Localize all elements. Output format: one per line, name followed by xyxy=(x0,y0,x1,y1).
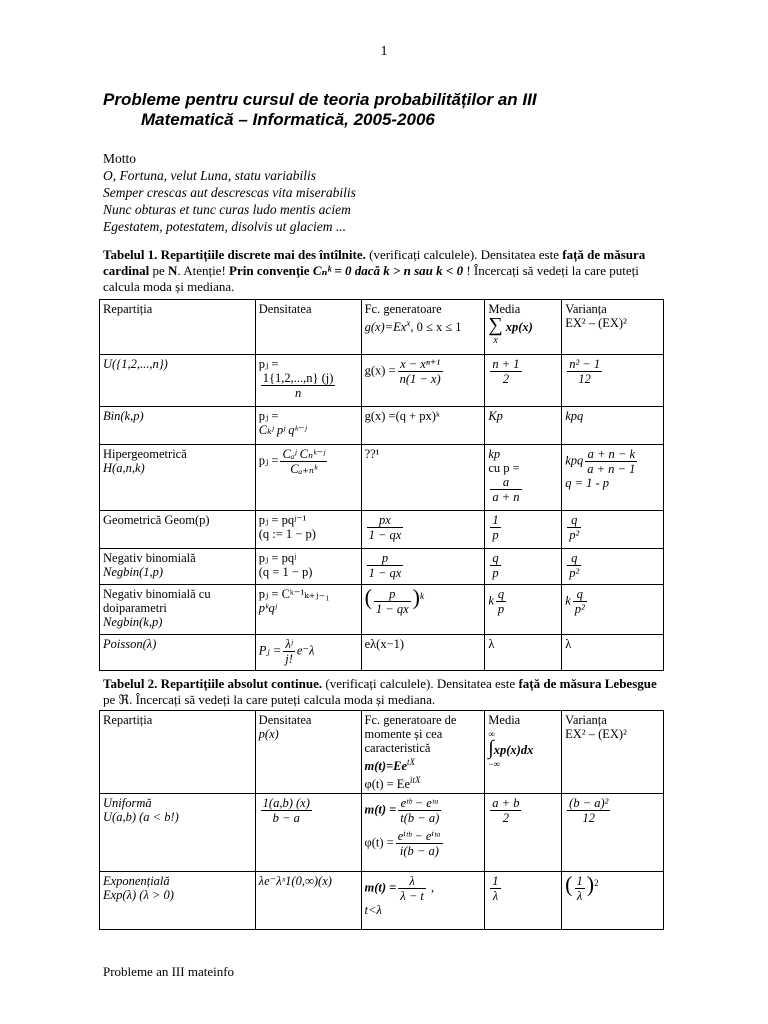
frac-den: p xyxy=(492,528,499,542)
integral-symbol: ∫ xyxy=(488,737,494,759)
frac-num: (b − a)² xyxy=(569,796,609,811)
frac-num: n + 1 xyxy=(492,357,520,371)
dist-name: U({1,2,...,n}) xyxy=(100,355,256,407)
frac-den: 1 − qx xyxy=(368,566,402,580)
cell-text: Pⱼ = xyxy=(258,643,282,658)
motto-line: O, Fortuna, velut Luna, statu variabilis xyxy=(103,168,317,183)
caption-bold: N xyxy=(168,263,178,278)
gen-cell: ( $\frac{p}{1 - qx}$ )$^k$ xyxy=(361,585,485,635)
cell-text: φ(t) = xyxy=(364,835,394,850)
integral-limit: ∞ xyxy=(488,729,495,739)
page-footer: Probleme an III mateinfo xyxy=(103,964,235,979)
mean-cell xyxy=(485,445,562,511)
caption-text: ! Încercați să vedeți la care puteți calcula moda și mediana. xyxy=(103,263,639,294)
frac-num: 1{1,2,...,n} (j) xyxy=(262,371,334,385)
mean-cell: Kp xyxy=(485,407,562,445)
density-cell xyxy=(255,635,361,671)
table-row xyxy=(100,549,664,585)
cell-text: kpq xyxy=(565,453,584,468)
motto-line: Egestatem, potestatem, disolvis ut glaciem ... xyxy=(103,219,346,234)
frac-num: n² − 1 xyxy=(569,357,601,371)
header-cell: Densitatea xyxy=(255,300,361,355)
frac-num: a xyxy=(502,475,510,489)
gen-cell xyxy=(361,549,485,585)
dist-name-cell xyxy=(100,872,256,930)
cell-formula: pⱼ = pqʲ⁻¹ xyxy=(258,513,307,527)
density-cell xyxy=(255,794,361,872)
header-cell xyxy=(485,711,562,794)
header-label: Fc. generatoare xyxy=(364,302,442,316)
frac-den: a + n − 1 xyxy=(587,462,636,476)
frac-num: 1 xyxy=(492,513,499,527)
mean-cell xyxy=(485,511,562,549)
frac-den: λ − t xyxy=(400,889,424,904)
gen-cell: eλ(x−1) xyxy=(361,635,485,671)
frac-num: 1 xyxy=(576,874,583,889)
table-header-row xyxy=(100,300,664,355)
frac-num: a + n − k xyxy=(587,447,636,461)
table-row xyxy=(100,585,664,635)
frac-den: p² xyxy=(569,566,580,580)
mean-cell xyxy=(485,355,562,407)
frac-den: 2 xyxy=(490,371,521,386)
frac-den: n xyxy=(261,385,336,400)
exponent: k xyxy=(419,591,424,602)
title-line-2: Matematică – Informatică, 2005-2006 xyxy=(141,110,435,129)
variance-cell xyxy=(562,511,664,549)
caption-bold: Prin convenție xyxy=(229,263,310,278)
frac-num: px xyxy=(379,513,391,527)
header-cell xyxy=(485,300,562,355)
cell-text: cu p = xyxy=(488,461,520,475)
dist-notation: Negbin(k,p) xyxy=(103,615,163,629)
density-cell xyxy=(255,355,361,407)
variance-cell xyxy=(562,355,664,407)
frac-den: p² xyxy=(569,528,580,542)
frac-num: eᵗᵇ − eᵗᵃ xyxy=(400,796,439,811)
gen-cell: ??¹ xyxy=(361,445,485,511)
frac-num: p xyxy=(389,587,396,601)
caption-bold: față de măsura Lebesgue xyxy=(518,676,657,691)
exponent: tX xyxy=(407,757,416,767)
cell-formula: Cₖʲ pʲ qᵏ⁻ʲ xyxy=(258,423,307,437)
dist-name: Hipergeometrică xyxy=(103,447,187,461)
convention-formula: Cₙᵏ = 0 dacă k > n sau k < 0 xyxy=(312,263,464,278)
sum-symbol: ∑ xyxy=(488,314,503,336)
cell-text: k xyxy=(488,593,494,608)
dist-name: Negativ binomială xyxy=(103,551,196,565)
header-label: Densitatea xyxy=(258,713,312,727)
header-formula: , 0 ≤ x ≤ 1 xyxy=(410,320,462,335)
header-cell xyxy=(562,300,664,355)
header-label: Fc. generatoare de momente și cea caracteristică xyxy=(364,713,457,755)
header-cell: Repartiția xyxy=(100,711,256,794)
cell-text: m(t) = xyxy=(364,802,397,817)
dist-notation: H(a,n,k) xyxy=(103,461,145,475)
dist-name-cell xyxy=(100,445,256,511)
frac-num: q xyxy=(492,551,499,565)
frac-num: 1 xyxy=(492,874,499,889)
header-formula: p(x) xyxy=(258,727,279,741)
density-cell xyxy=(255,407,361,445)
sum-index: x xyxy=(493,335,498,346)
gen-cell xyxy=(361,355,485,407)
cell-formula: pᵏqʲ xyxy=(258,601,277,615)
frac-den: 1 − qx xyxy=(375,602,409,616)
frac-den: i(b − a) xyxy=(396,843,443,858)
frac-den: 1 − qx xyxy=(368,528,402,542)
header-cell xyxy=(562,711,664,794)
header-cell: Repartiția xyxy=(100,300,256,355)
dist-name-cell xyxy=(100,585,256,635)
table-row xyxy=(100,872,664,930)
cell-text: pⱼ = xyxy=(258,409,279,423)
frac-den: t(b − a) xyxy=(400,811,440,826)
frac-den: j! xyxy=(285,652,293,666)
variance-cell: ( $\frac{1}{\lambda}$ )$^2$ xyxy=(562,872,664,930)
gen-cell: m(t) = $\frac{\lambda}{\lambda - t}$ , t<λ xyxy=(361,872,485,930)
cell-text: pⱼ = xyxy=(258,453,279,468)
header-cell: Fc. generatoare $g(x)=Ex^x$, 0 ≤ x ≤ 1 xyxy=(361,300,485,355)
table2-caption xyxy=(103,676,665,708)
frac-den: 12 xyxy=(567,810,610,825)
header-formula: xp(x)dx xyxy=(493,743,534,757)
frac-den: b − a xyxy=(261,810,312,825)
mean-cell xyxy=(485,872,562,930)
dist-name: Negativ binomială cu doiparametri xyxy=(103,587,211,615)
variance-cell xyxy=(562,585,664,635)
dist-name: Poisson(λ) xyxy=(100,635,256,671)
cell-text: kp xyxy=(488,447,501,461)
density-cell xyxy=(255,585,361,635)
table-header-row xyxy=(100,711,664,794)
frac-den: λ xyxy=(575,888,585,903)
header-formula: EX² – (EX)² xyxy=(565,316,627,330)
frac-den: p² xyxy=(574,602,585,616)
document-title xyxy=(103,90,537,130)
caption-text: (verificați calculele). Densitatea este xyxy=(322,676,519,691)
frac-num: p xyxy=(381,551,389,565)
dist-name-cell xyxy=(100,794,256,872)
title-line-1: Probleme pentru cursul de teoria probabilităților an III xyxy=(103,90,537,109)
exponent: itX xyxy=(410,775,421,786)
dist-name-cell xyxy=(100,549,256,585)
header-formula: xp(x) xyxy=(505,320,533,334)
mean-cell xyxy=(485,794,562,872)
frac-num: a + b xyxy=(492,796,520,811)
motto-label: Motto xyxy=(103,151,137,166)
header-formula: EX² – (EX)² xyxy=(565,727,627,741)
dist-name: Bin(k,p) xyxy=(100,407,256,445)
gen-cell xyxy=(361,511,485,549)
caption-bold: față de măsura cardinal xyxy=(103,247,646,278)
variance-cell xyxy=(562,794,664,872)
variance-cell xyxy=(562,445,664,511)
motto xyxy=(103,150,356,235)
table-row xyxy=(100,355,664,407)
cell-formula: (q = 1 − p) xyxy=(258,565,313,579)
motto-line: Nunc obturas et tunc curas ludo mentis aciem xyxy=(103,202,351,217)
header-cell xyxy=(361,711,485,794)
variance-cell: kpq xyxy=(562,407,664,445)
dist-name: Exponențială xyxy=(103,874,170,889)
dist-name: Uniformă xyxy=(103,796,152,811)
frac-num: q xyxy=(497,587,505,601)
mean-cell xyxy=(485,585,562,635)
cell-text: m(t) = xyxy=(364,880,397,895)
caption-text: pe ℜ. Încercați să vedeți la care puteți calcula moda și mediana. xyxy=(103,692,436,707)
cell-text: q = 1 - p xyxy=(565,476,610,490)
table-row xyxy=(100,794,664,872)
table1-caption xyxy=(103,247,665,295)
frac-num: x − xⁿ⁺¹ xyxy=(400,357,441,371)
caption-text: . Atenție! xyxy=(177,263,230,278)
frac-num: λʲ xyxy=(285,637,293,651)
cell-formula: (q := 1 − p) xyxy=(258,527,316,541)
header-formula: g(x)=Ex xyxy=(364,320,407,335)
frac-num: q xyxy=(576,587,583,601)
frac-den: 12 xyxy=(567,371,602,386)
caption-title: Tabelul 1. Repartițiile discrete mai des întîlnite. xyxy=(103,247,366,262)
frac-den: n(1 − x) xyxy=(399,372,441,386)
table-discrete-distributions xyxy=(99,299,664,671)
table-row xyxy=(100,407,664,445)
integral-limit: −∞ xyxy=(488,759,500,769)
table-row xyxy=(100,635,664,671)
cell-text: t<λ xyxy=(364,903,382,918)
header-label: Varianța xyxy=(565,713,607,727)
caption-title: Tabelul 2. Repartițiile absolut continue. xyxy=(103,676,323,691)
header-label: Media xyxy=(488,302,521,316)
cell-formula: pⱼ = pqʲ xyxy=(258,551,297,565)
density-cell: λe⁻λˣ1(0,∞)(x) xyxy=(255,872,361,930)
caption-text: pe xyxy=(149,263,169,278)
cell-text: pⱼ = xyxy=(258,357,279,371)
frac-den: Cₐ₊ₙᵏ xyxy=(280,461,327,476)
variance-cell: λ xyxy=(562,635,664,671)
header-formula: m(t)=Ee xyxy=(364,759,408,774)
mean-cell: λ xyxy=(485,635,562,671)
header-formula: φ(t) = Ee xyxy=(364,777,410,792)
dist-notation: Negbin(1,p) xyxy=(103,565,164,579)
dist-notation: U(a,b) (a < b!) xyxy=(103,810,179,825)
frac-num: λ xyxy=(409,874,415,889)
cell-text: e⁻λ xyxy=(296,643,315,658)
header-label: Media xyxy=(488,713,521,727)
caption-text: (verificați calculele). Densitatea este xyxy=(365,247,563,262)
mean-cell xyxy=(485,549,562,585)
dist-notation: Exp(λ) (λ > 0) xyxy=(103,888,174,903)
frac-den: a + n xyxy=(492,490,520,504)
header-label: Varianța xyxy=(565,302,607,316)
cell-text: g(x) = xyxy=(364,363,396,378)
page-number: 1 xyxy=(380,44,388,59)
frac-num: q xyxy=(571,551,578,565)
frac-den: 2 xyxy=(490,810,521,825)
frac-num: 1(a,b) (x) xyxy=(262,796,310,811)
density-cell xyxy=(255,445,361,511)
table-row xyxy=(100,445,664,511)
exponent: 2 xyxy=(594,878,599,889)
dist-name: Geometrică Geom(p) xyxy=(100,511,256,549)
frac-num: eⁱᵗᵇ − eⁱᵗᵃ xyxy=(397,829,442,844)
frac-den: p xyxy=(497,602,505,616)
frac-den: p xyxy=(492,566,499,580)
frac-den: λ xyxy=(490,888,500,903)
frac-num: q xyxy=(571,513,578,527)
header-cell xyxy=(255,711,361,794)
density-cell xyxy=(255,549,361,585)
gen-cell xyxy=(361,794,485,872)
variance-cell xyxy=(562,549,664,585)
motto-line: Semper crescas aut descrescas vita miserabilis xyxy=(103,185,356,200)
table-row xyxy=(100,511,664,549)
cell-formula: pⱼ = Cᵏ⁻¹ₖ₊ⱼ₋₁ xyxy=(258,587,330,601)
table-continuous-distributions xyxy=(99,710,664,930)
gen-cell: g(x) =(q + px)ᵏ xyxy=(361,407,485,445)
cell-text: k xyxy=(565,593,571,608)
frac-num: Cₐʲ Cₙᵏ⁻ʲ xyxy=(282,447,326,461)
density-cell xyxy=(255,511,361,549)
